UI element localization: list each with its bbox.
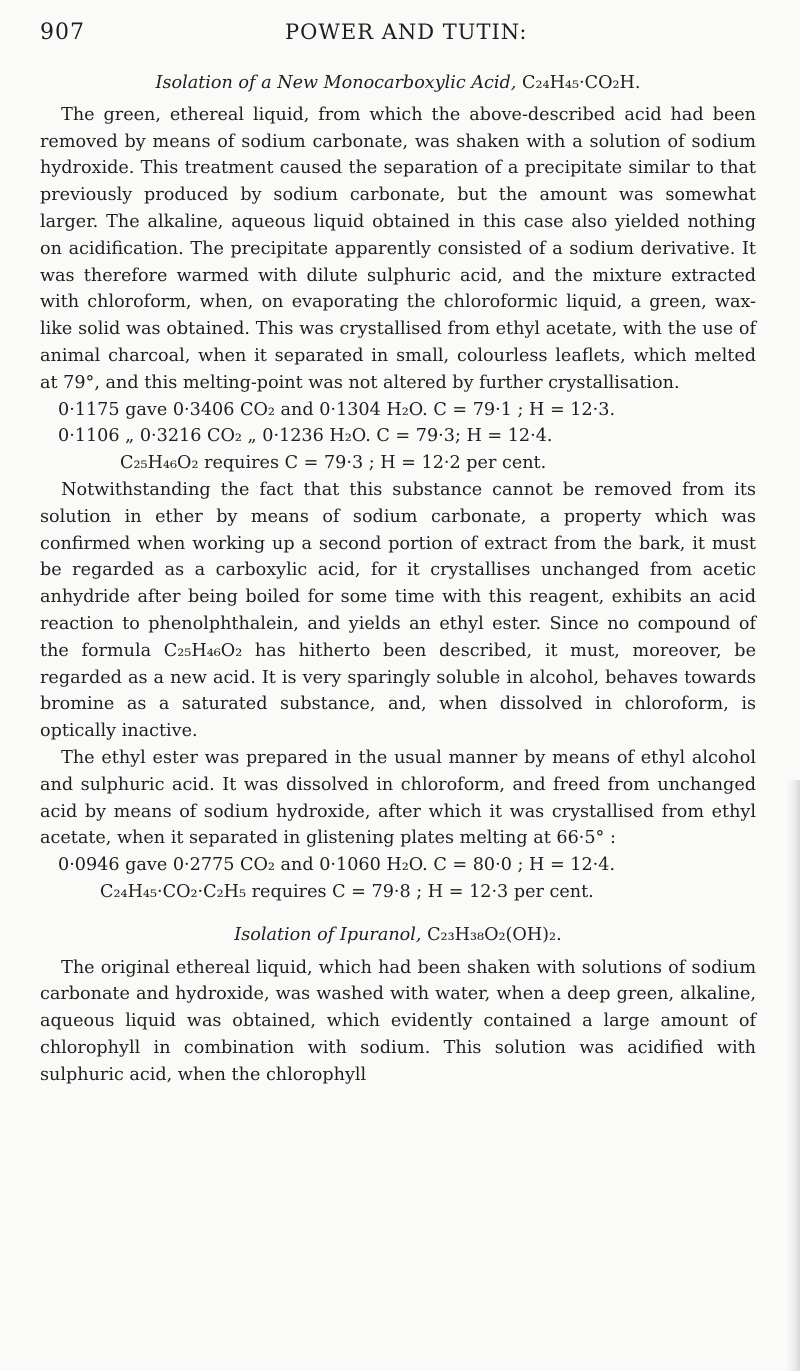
analysis-requires-line: C₂₅H₄₆O₂ requires C = 79·3 ; H = 12·2 per cent. (120, 453, 547, 474)
analysis-line-1: 0·1175 gave 0·3406 CO₂ and 0·1304 H₂O. C = 79·1 ; H = 12·3. (58, 399, 616, 420)
paragraph-ipuranol: The original ethereal liquid, which had been shaken with solutions of sodium carbonate and hydroxide, was washed with water, when a deep green, alkaline, aqueous liquid was obtained, which evidently contained a large amount of chlorophyll in combination with sodium. This solution was acidified with sulphuric acid, when the chlorophyll (40, 957, 756, 1085)
analysis-line-ester: 0·0946 gave 0·2775 CO₂ and 0·1060 H₂O. C = 80·0 ; H = 12·4. (58, 855, 616, 876)
page-number: 907 (40, 20, 85, 45)
section-heading-new-acid (40, 70, 756, 97)
section-heading-text: Isolation of a New Monocarboxylic Acid, (155, 73, 517, 93)
section-heading-ipuranol (40, 922, 756, 949)
section2-heading-formula: C₂₃H₃₈O₂(OH)₂. (427, 924, 562, 945)
section-heading-formula: C₂₄H₄₅·CO₂H. (522, 73, 641, 93)
analysis-ester-requires-line: C₂₄H₄₅·CO₂·C₂H₅ requires C = 79·8 ; H = 12·3 per cent. (100, 881, 594, 902)
paragraph-ethyl-ester: The ethyl ester was prepared in the usual manner by means of ethyl alcohol and sulphuric acid. It was dissolved in chloroform, and freed from unchanged acid by means of sodium hydroxide, after which it was crystallised from ethyl acetate, when it separated in glistening plates melting at 66·5° : (40, 747, 756, 849)
paragraph-isolation: The green, ethereal liquid, from which the above-described acid had been removed by means of sodium carbonate, was shaken with a solution of sodium hydroxide. This treatment caused the separation of a precipitate similar to that previously produced by sodium carbonate, but the amount was somewhat larger. The alkaline, aqueous liquid obtained in this case also yielded nothing on acidification. The precipitate apparently consisted of a sodium derivative. It was therefore warmed with dilute sulphuric acid, and the mixture extracted with chloroform, when, on evaporating the chloroformic liquid, a green, wax-like solid was obtained. This was crystallised from ethyl acetate, with the use of animal charcoal, when it separated in small, colourless leaflets, which melted at 79°, and this melting-point was not altered by further crystallisation. (40, 104, 756, 393)
analysis-line-2: 0·1106 „ 0·3216 CO₂ „ 0·1236 H₂O. C = 79·3; H = 12·4. (58, 426, 553, 447)
page-header (40, 14, 760, 54)
section2-heading-text: Isolation of Ipuranol, (234, 924, 422, 945)
page-body (40, 70, 756, 1088)
page-edge-shadow (786, 780, 800, 1371)
paragraph-carboxylic: Notwithstanding the fact that this substance cannot be removed from its solution in ether by means of sodium carbonate, a property which was confirmed when working up a second portion of extract from the bark, it must be regarded as a carboxylic acid, for it crystallises unchanged from acetic anhydride after being boiled for some time with this reagent, exhibits an acid reaction to phenolphthalein, and yields an ethyl ester. Since no compound of the formula C₂₅H₄₆O₂ has hitherto been described, it must, moreover, be regarded as a new acid. It is very sparingly soluble in alcohol, behaves towards bromine as a saturated substance, and, when dissolved in chloroform, is optically inactive. (40, 479, 756, 742)
running-title: POWER AND TUTIN: (285, 20, 528, 44)
